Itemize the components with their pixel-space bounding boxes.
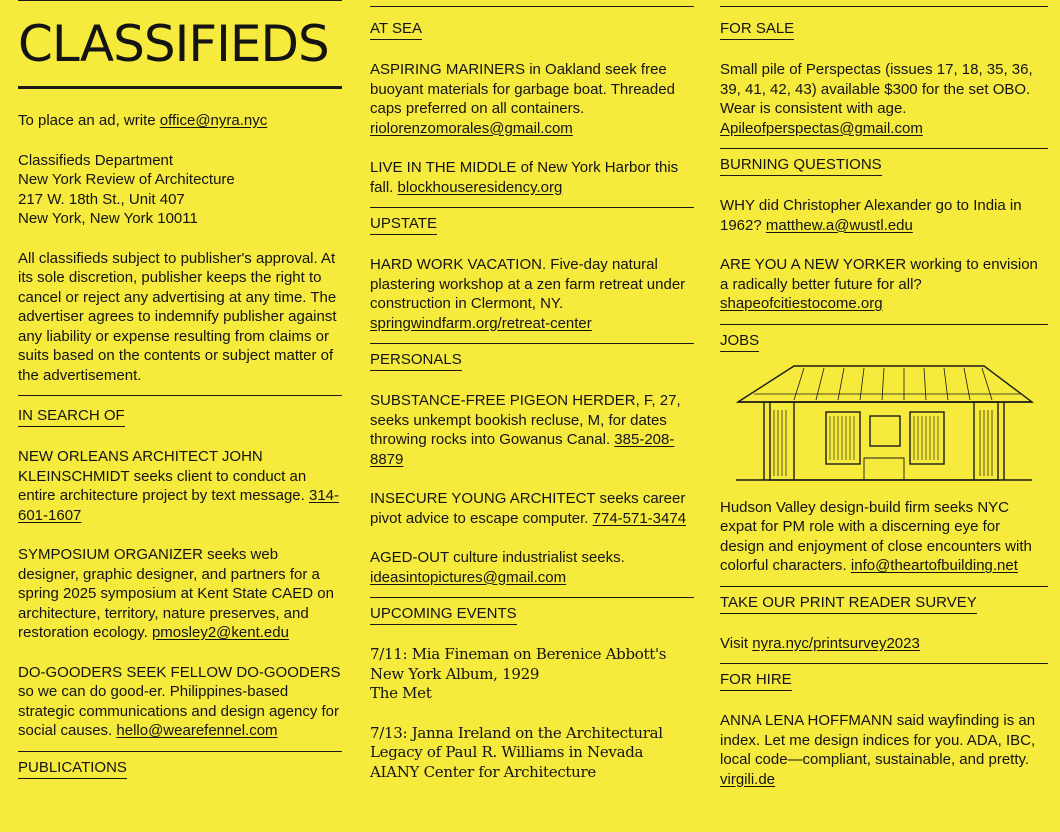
ad-do-gooders: DO-GOODERS SEEK FELLOW DO-GOODERS so we can do good-er. Philippines-based strategic communications and design agency for social causes. hello@wearefennel.com xyxy=(18,663,341,739)
ad-pigeon-herder: SUBSTANCE-FREE PIGEON HERDER, F, 27, seeks unkempt bookish recluse, M, for dates throwing rocks into Gowanus Canal. 385-208-8879 xyxy=(370,392,681,468)
ad-design-build-firm: Hudson Valley design-build firm seeks NYC expat for PM role with a discerning eye for design and enjoyment of close encounters with colorful characters. info@theartofbuilding.net xyxy=(720,498,1032,574)
ad-link[interactable]: riolorenzomorales@gmail.com xyxy=(370,119,573,137)
ad-link[interactable]: shapeofcitiestocome.org xyxy=(720,295,883,312)
section-heading-upstate: UPSTATE xyxy=(370,214,437,235)
section-heading-reader-survey: TAKE OUR PRINT READER SURVEY xyxy=(720,593,977,614)
ad-link[interactable]: nyra.nyc/printsurvey2023 xyxy=(752,634,920,652)
ad-link[interactable]: 314-601-1607 xyxy=(18,487,340,524)
ad-link[interactable]: matthew.a@wustl.edu xyxy=(765,216,913,234)
barn-sketch-icon xyxy=(734,362,1034,488)
event-item: 7/11: Mia Fineman on Berenice Abbott's New York Album, 1929 The Met xyxy=(370,645,667,702)
ad-print-survey: Visit nyra.nyc/printsurvey2023 xyxy=(720,634,920,652)
section-rule xyxy=(720,148,1048,149)
section-heading-burning-questions: BURNING QUESTIONS xyxy=(720,155,882,176)
top-rule xyxy=(720,6,1048,7)
ad-symposium-organizer: SYMPOSIUM ORGANIZER seeks web designer, graphic designer, and partners for a spring 2025 symposium at Kent State CAED on architecture, territory, nature preserves, and restoration ecology. pmosley2@kent.edu xyxy=(18,546,334,641)
section-rule xyxy=(370,597,694,598)
mailing-address: Classifieds Department New York Review of Architecture 217 W. 18th St., Unit 407 New York, New York 10011 xyxy=(18,151,235,227)
section-heading-publications: PUBLICATIONS xyxy=(18,758,127,779)
column-3 xyxy=(720,0,1048,832)
ad-link[interactable]: 774-571-3474 xyxy=(592,509,687,527)
section-heading-for-sale: FOR SALE xyxy=(720,19,794,40)
section-heading-at-sea: AT SEA xyxy=(370,19,422,40)
top-rule xyxy=(18,0,342,1)
section-rule xyxy=(720,663,1048,664)
section-heading-upcoming-events: UPCOMING EVENTS xyxy=(370,604,517,625)
ad-link[interactable]: info@theartofbuilding.net xyxy=(850,557,1018,574)
section-rule xyxy=(370,207,694,208)
ad-live-in-harbor: LIVE IN THE MIDDLE of New York Harbor this fall. blockhouseresidency.org xyxy=(370,159,679,196)
ad-link[interactable]: Apileofperspectas@gmail.com xyxy=(720,119,923,137)
ad-anna-lena-hoffmann: ANNA LENA HOFFMANN said wayfinding is an index. Let me design indices for you. ADA, IBC, local code—compliant, sustainable, and pretty. virgili.de xyxy=(720,712,1036,788)
section-rule xyxy=(18,751,342,752)
ad-new-yorker: ARE YOU A NEW YORKER working to envision a radically better future for all? shapeofcitiestocome.org xyxy=(720,256,1038,312)
ad-insecure-architect: INSECURE YOUNG ARCHITECT seeks career pivot advice to escape computer. 774-571-3474 xyxy=(370,490,687,527)
ad-link[interactable]: springwindfarm.org/retreat-center xyxy=(370,314,592,332)
intro-text: To place an ad, write office@nyra.nyc xyxy=(18,112,268,129)
event-item: 7/13: Janna Ireland on the Architectural Legacy of Paul R. Williams in Nevada AIANY Center for Architecture xyxy=(370,723,663,781)
section-rule xyxy=(370,343,694,344)
ad-christopher-alexander: WHY did Christopher Alexander go to India in 1962? matthew.a@wustl.edu xyxy=(720,197,1022,234)
ad-link[interactable]: blockhouseresidency.org xyxy=(397,178,563,196)
section-rule xyxy=(18,395,342,396)
section-heading-jobs: JOBS xyxy=(720,331,759,352)
page-title: CLASSIFIEDS xyxy=(18,15,329,73)
section-heading-personals: PERSONALS xyxy=(370,350,462,371)
ad-link[interactable]: hello@wearefennel.com xyxy=(116,722,278,739)
ad-perspectas: Small pile of Perspectas (issues 17, 18, 35, 36, 39, 41, 42, 43) available $300 for the set OBO. Wear is consistent with age. Apileofperspectas@gmail.com xyxy=(720,61,1033,137)
section-heading-for-hire: FOR HIRE xyxy=(720,670,792,691)
ad-aspiring-mariners: ASPIRING MARINERS in Oakland seek free buoyant materials for garbage boat. Threaded caps preferred on all containers. riolorenzomorales@gmail.com xyxy=(370,61,675,137)
ad-link[interactable]: ideasintopictures@gmail.com xyxy=(370,568,567,586)
publisher-disclaimer: All classifieds subject to publisher's approval. At its sole discretion, publisher keeps the right to cancel or reject any advertising at any time. The advertiser agrees to indemnify publisher against any liability or expense resulting from claims or suits based on the contents or subject matter of the advertisement. xyxy=(18,249,337,384)
ad-link[interactable]: virgili.de xyxy=(720,770,776,788)
ad-aged-out: AGED-OUT culture industrialist seeks. ideasintopictures@gmail.com xyxy=(370,549,625,586)
ad-kleinschmidt: NEW ORLEANS ARCHITECT JOHN KLEINSCHMIDT seeks client to conduct an entire architecture project by text message. 314-601-1607 xyxy=(18,448,340,524)
ad-hard-work-vacation: HARD WORK VACATION. Five-day natural plastering workshop at a zen farm retreat under construction in Clermont, NY. springwindfarm.org/retreat-center xyxy=(370,256,686,332)
office-email-link[interactable]: office@nyra.nyc xyxy=(159,112,268,129)
section-rule xyxy=(720,324,1048,325)
ad-link[interactable]: pmosley2@kent.edu xyxy=(151,624,289,641)
top-rule xyxy=(370,6,694,7)
section-heading-in-search-of: IN SEARCH OF xyxy=(18,406,125,427)
ad-link[interactable]: 385-208-8879 xyxy=(370,431,675,468)
column-2 xyxy=(370,0,694,832)
section-rule xyxy=(720,586,1048,587)
column-1 xyxy=(0,0,342,832)
